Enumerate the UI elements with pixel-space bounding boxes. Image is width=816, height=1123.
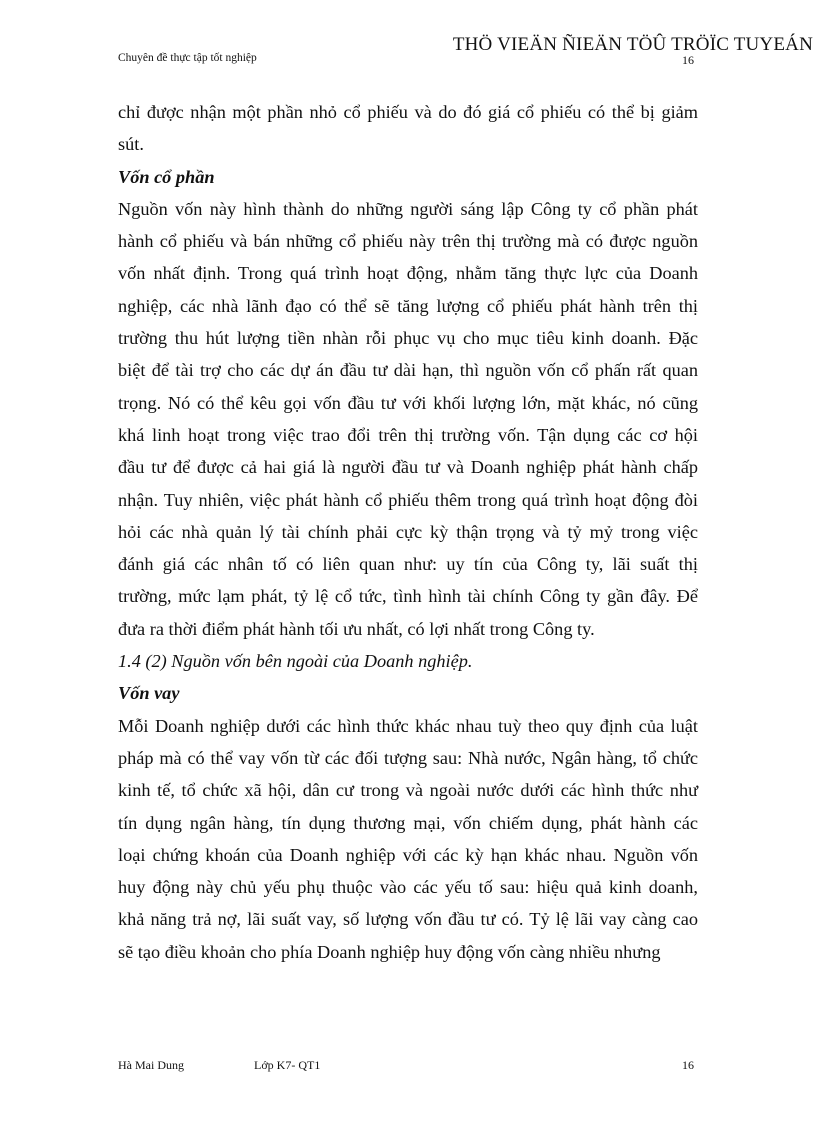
- text-line: pháp mà có thể vay vốn từ các đối tượng sau: Nhà nước, Ngân hàng, tổ chức: [118, 747, 698, 768]
- text-line: Nguồn vốn này hình thành do những người sáng lập Công ty cổ phần phát: [118, 198, 698, 219]
- header-library-banner: THÖ VIEÄN ÑIEÄN TÖÛ TRÖÏC TUYEÁN: [452, 34, 813, 55]
- text-line: kinh tế, tổ chức xã hội, dân cư trong và ngoài nước dưới các hình thức như: [118, 780, 698, 801]
- text-line: loại chứng khoán của Doanh nghiệp với các kỳ hạn khác nhau. Nguồn vốn: [118, 844, 698, 865]
- section-heading: 1.4 (2) Nguồn vốn bên ngoài của Doanh nghiệp.: [118, 651, 473, 672]
- text-line: chỉ được nhận một phần nhỏ cổ phiếu và do đó giá cổ phiếu có thể bị giảm: [118, 102, 698, 122]
- header-doc-title: Chuyên đề thực tập tốt nghiệp: [118, 52, 257, 64]
- text-line: sút.: [118, 134, 144, 155]
- paragraph-continued: [118, 96, 698, 161]
- text-line: biệt để tài trợ cho các dự án đầu tư dài hạn, thì nguồn vốn cổ phấn rất quan: [118, 360, 698, 381]
- text-line: khá linh hoạt trong việc trao đổi trên thị trường vốn. Tận dụng các cơ hội: [118, 424, 698, 445]
- text-line: nghiệp, các nhà lãnh đạo có thể sẽ tăng lượng cổ phiếu phát hành trên thị: [118, 295, 698, 316]
- text-line: đầu tư để được cả hai giá là người đầu tư và Doanh nghiệp phát hành chấp: [118, 457, 698, 478]
- heading-von-vay: Vốn vay: [118, 683, 180, 704]
- text-line: hỏi các nhà quản lý tài chính phải cực kỳ thận trọng và tỷ mỷ trong việc: [118, 521, 698, 542]
- text-line: trường, mức lạm phát, tỷ lệ cổ tức, tình hình tài chính Công ty gần đây. Để: [118, 586, 698, 607]
- paragraph-von-co-phan: [118, 193, 698, 645]
- text-line: vốn nhất định. Trong quá trình hoạt động, nhằm tăng thực lực của Doanh: [118, 263, 698, 284]
- footer-class: Lớp K7- QT1: [254, 1058, 321, 1072]
- text-line: khả năng trả nợ, lãi suất vay, số lượng vốn đầu tư có. Tỷ lệ lãi vay càng cao: [118, 909, 698, 930]
- paragraph-von-vay: [118, 710, 698, 968]
- footer-page-number: 16: [682, 1058, 694, 1072]
- text-line: nhận. Tuy nhiên, việc phát hành cổ phiếu thêm trong quá trình hoạt động đòi: [118, 489, 698, 510]
- text-line: trọng. Nó có thể kêu gọi vốn đầu tư với khối lượng lớn, mặt khác, nó cũng: [118, 392, 698, 413]
- text-line: hành cổ phiếu và bán những cổ phiếu này trên thị trường mà có được nguồn: [118, 231, 698, 252]
- footer-author: Hà Mai Dung: [118, 1058, 184, 1072]
- text-line: đánh giá các nhân tố có liên quan như: uy tín của Công ty, lãi suất thị: [118, 554, 698, 575]
- page-body: [118, 96, 698, 968]
- text-line: Mỗi Doanh nghiệp dưới các hình thức khác nhau tuỳ theo quy định của luật: [118, 715, 698, 736]
- heading-von-co-phan: Vốn cổ phần: [118, 166, 215, 187]
- text-line: sẽ tạo điều khoản cho phía Doanh nghiệp huy động vốn càng nhiều nhưng: [118, 941, 661, 962]
- text-line: tín dụng ngân hàng, tín dụng thương mại, vốn chiếm dụng, phát hành các: [118, 812, 698, 833]
- text-line: trường thu hút lượng tiền nhàn rỗi phục vụ cho mục tiêu kinh doanh. Đặc: [118, 328, 698, 349]
- text-line: đưa ra thời điểm phát hành tối ưu nhất, có lợi nhất trong Công ty.: [118, 618, 595, 639]
- text-line: huy động này chủ yếu phụ thuộc vào các yếu tố sau: hiệu quả kinh doanh,: [118, 877, 698, 898]
- header-page-number: 16: [682, 53, 694, 67]
